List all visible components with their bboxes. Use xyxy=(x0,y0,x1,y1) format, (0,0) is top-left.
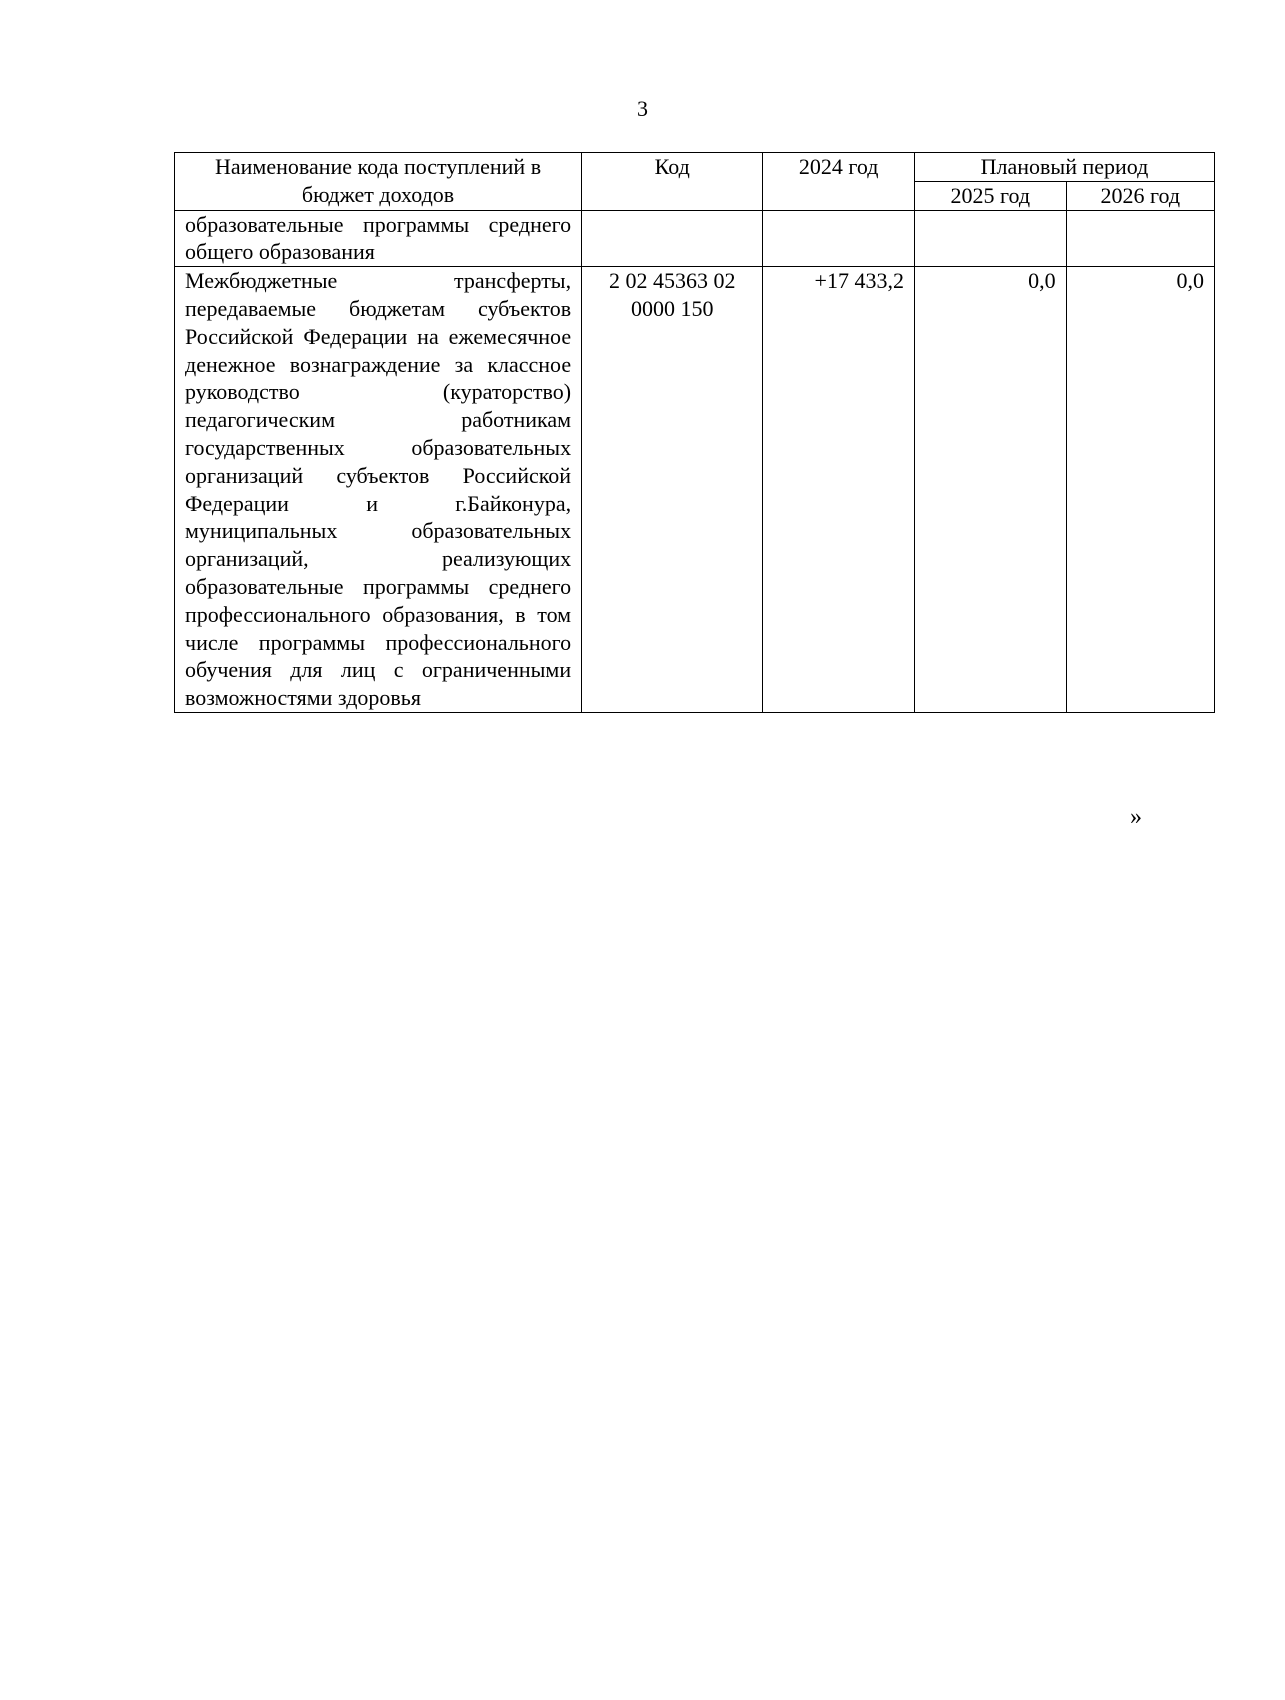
table-header-row xyxy=(175,153,1215,182)
budget-revenue-table xyxy=(174,152,1215,713)
header-name: Наименование кода поступлений в бюджет доходов xyxy=(175,153,582,211)
row-value-2025: 0,0 xyxy=(914,267,1066,713)
row-value-2024 xyxy=(763,210,915,267)
header-year-2025: 2025 год xyxy=(914,181,1066,210)
row-name: Межбюджетные трансферты, передаваемые бюджетам субъектов Российской Федерации на ежемесячное денежное вознаграждение за классное руководство (кураторство) педагогическим работникам государственных образовательных организаций субъектов Российской Федерации и г.Байконура, муниципальных образовательных организаций, реализующих образовательные программы среднего профессионального образования, в том числе программы профессионального обучения для лиц с ограниченными возможностями здоровья xyxy=(175,267,582,713)
table-row xyxy=(175,267,1215,713)
table-row xyxy=(175,210,1215,267)
row-code: 2 02 45363 02 0000 150 xyxy=(582,267,763,713)
row-name: образовательные программы среднего общего образования xyxy=(175,210,582,267)
closing-quote-mark: » xyxy=(1130,804,1142,830)
row-value-2026: 0,0 xyxy=(1066,267,1214,713)
header-year-2024: 2024 год xyxy=(763,153,915,211)
header-year-2026: 2026 год xyxy=(1066,181,1214,210)
header-code: Код xyxy=(582,153,763,211)
header-planning-period: Плановый период xyxy=(914,153,1214,182)
row-value-2024: +17 433,2 xyxy=(763,267,915,713)
row-value-2025 xyxy=(914,210,1066,267)
page-number: 3 xyxy=(637,96,648,121)
row-code xyxy=(582,210,763,267)
row-value-2026 xyxy=(1066,210,1214,267)
